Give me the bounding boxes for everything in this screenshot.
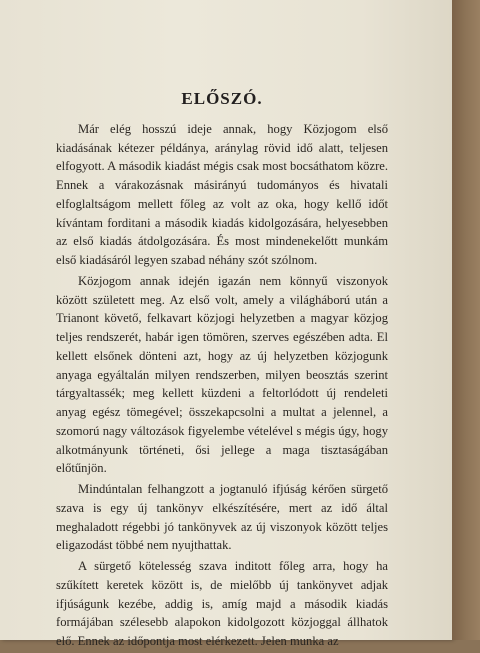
paragraph-4: A sürgető kötelesség szava inditott főleg arra, hogy ha szűkített keretek között is, de mielőbb új tankönyvet adjak ifjúságunk kezébe, addig is, amíg majd a második kiadás formájában szélesebb alapokon kidolgozott közjoggal állhatok elő. Ennek az időpontja most elérkezett. Jelen munka az — [56, 559, 388, 648]
paragraph-1: Már elég hosszú ideje annak, hogy Közjogom első kiadásának kétezer példánya, aránylag rövid idő alatt, teljesen elfogyott. A második kiadást mégis csak most bocsáthatom közre. Ennek a várakozásnak másirányú tudományos és hivatali elfoglaltságom mellett főleg az volt az oka, hogy kellő időt kívántam forditani a második kiadás kidolgozására, helyesebben az első kiadás átdolgozására. És most mindenekelőtt munkám első kiadásáról legyen szabad néhány szót szólnom. — [56, 121, 388, 267]
text-block — [56, 90, 388, 653]
page-title: ELŐSZÓ. — [181, 89, 263, 108]
paragraph-3: Mindúntalan felhangzott a jogtanuló ifjúság kérően sürgető szava is egy új tankönyv elkészítésére, mert az idő által meghaladott régebbi jó tankönyvek az új viszonyok között teljes eligazodást többé nem nyujthattak. — [56, 482, 388, 553]
page-edge — [452, 0, 480, 640]
paragraph-2: Közjogom annak idején igazán nem könnyű viszonyok között született meg. Az első volt, amely a világháború után a Trianont követő, felkavart közjogi helyzetben a magyar közjog teljes rendszerét, habár igen tömören, szerves egészében adta. El kellett elsőnek dönteni azt, hogy az új helyzetben közjogunk anyaga egyáltalán milyen rendszerben, milyen beosztás szerint tárgyaltassék; meg kellett küzdeni a feltorlódott új rendeleti anyag egész tömegével; összekapcsolni a multat a jelennel, a szomorú nagy változások figyelembe vételével s mégis úgy, hogy alkotmányunk történeti, ősi jellege a maga tisztaságában előtűnjön. — [56, 273, 388, 476]
